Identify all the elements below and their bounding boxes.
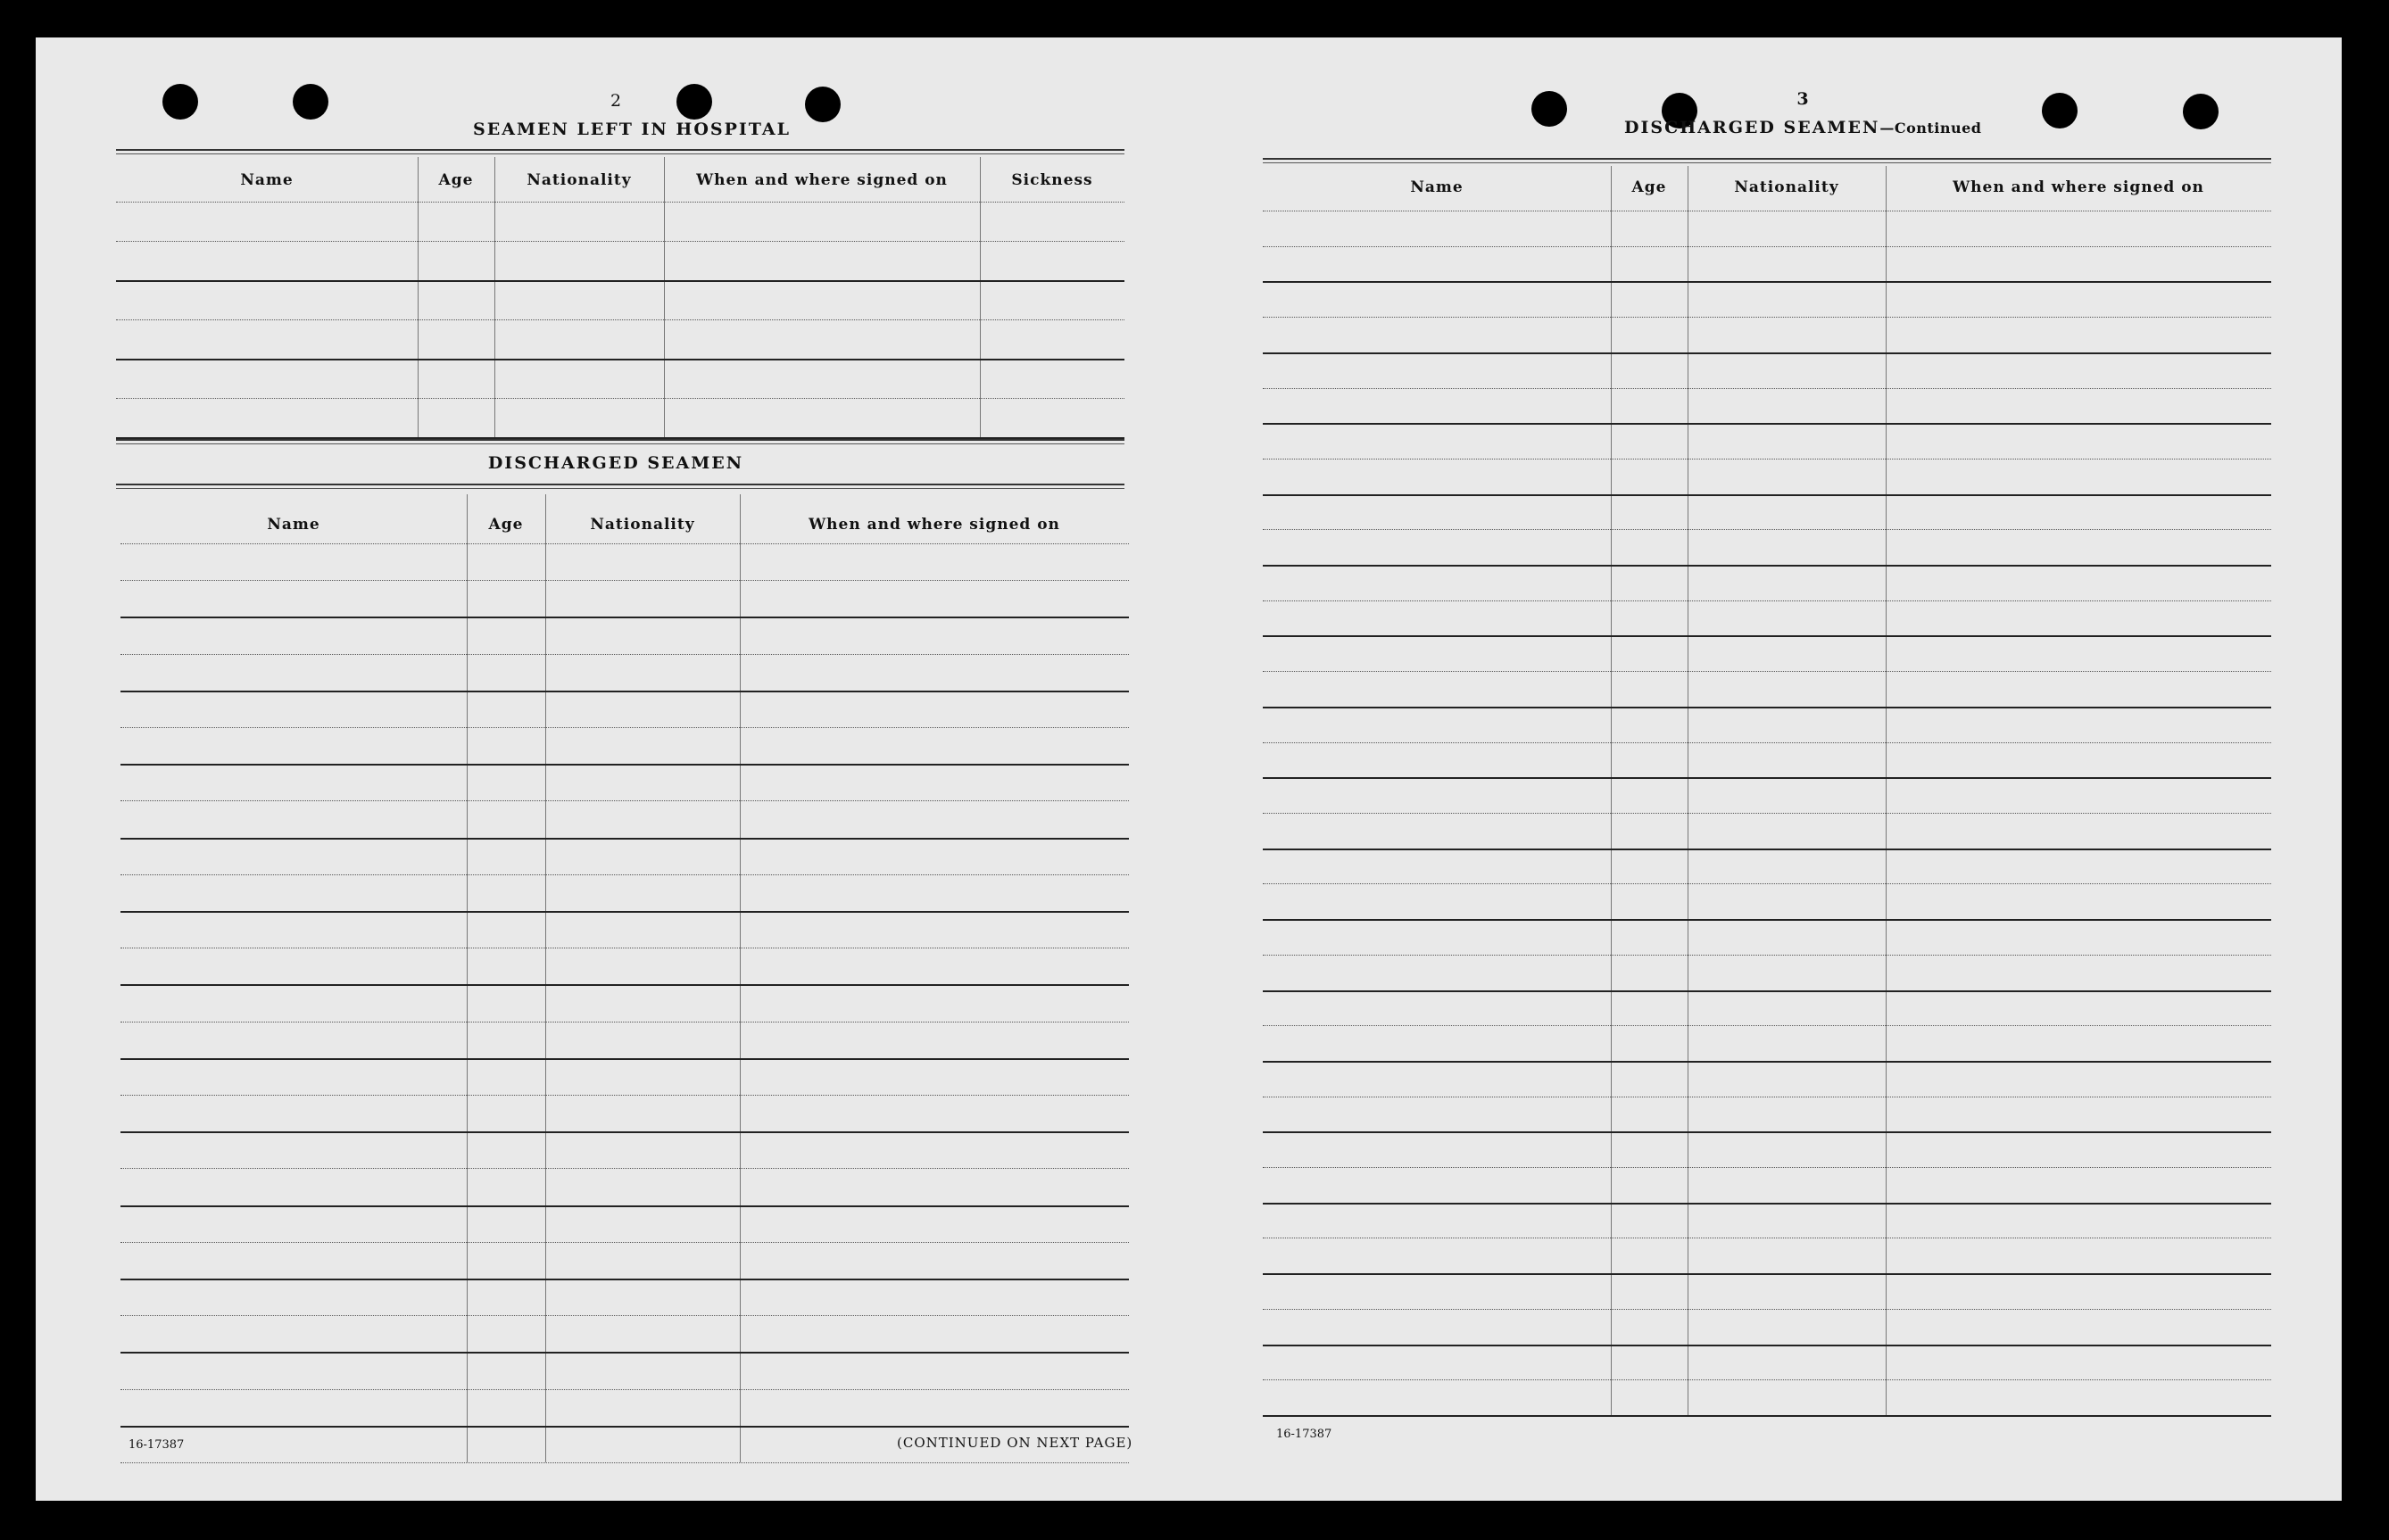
column-header-name: Name bbox=[1410, 178, 1464, 196]
column-divider bbox=[664, 157, 665, 437]
row-line bbox=[120, 617, 1129, 618]
row-line bbox=[1263, 919, 2271, 921]
row-line bbox=[120, 654, 1129, 655]
row-line bbox=[1263, 388, 2271, 389]
row-line bbox=[1263, 423, 2271, 425]
row-line bbox=[116, 241, 1124, 242]
row-line bbox=[1263, 813, 2271, 814]
row-line bbox=[120, 1131, 1129, 1133]
column-header-age: Age bbox=[1631, 178, 1667, 196]
row-line bbox=[1263, 671, 2271, 672]
form-number: 16-17387 bbox=[1276, 1428, 1332, 1441]
row-line bbox=[120, 580, 1129, 581]
column-header-sickness: Sickness bbox=[1011, 171, 1093, 189]
row-line bbox=[1263, 1415, 2271, 1417]
title-rule bbox=[1263, 158, 2271, 163]
row-line bbox=[120, 838, 1129, 840]
row-line bbox=[1263, 955, 2271, 956]
row-line bbox=[120, 727, 1129, 728]
form-number: 16-17387 bbox=[129, 1438, 185, 1452]
row-line bbox=[1263, 494, 2271, 496]
column-divider bbox=[740, 494, 741, 1462]
row-line bbox=[1263, 1309, 2271, 1310]
row-line bbox=[1263, 317, 2271, 318]
row-line bbox=[1263, 529, 2271, 530]
column-header-name: Name bbox=[240, 171, 294, 189]
column-header-age: Age bbox=[438, 171, 474, 189]
continued-section-title bbox=[1624, 118, 1981, 137]
row-line bbox=[1263, 1167, 2271, 1168]
row-line bbox=[120, 1095, 1129, 1096]
row-line bbox=[120, 1462, 1129, 1463]
row-line bbox=[1263, 777, 2271, 779]
row-line bbox=[120, 764, 1129, 766]
form-sheet bbox=[36, 37, 2342, 1501]
column-header-nationality: Nationality bbox=[1734, 178, 1839, 196]
row-line bbox=[120, 911, 1129, 913]
column-header-nationality: Nationality bbox=[527, 171, 632, 189]
column-header-name: Name bbox=[267, 516, 320, 534]
column-divider bbox=[494, 157, 495, 437]
row-line bbox=[1263, 635, 2271, 637]
page-number: 3 bbox=[1796, 89, 1809, 109]
discharged-section-title: DISCHARGED SEAMEN bbox=[487, 453, 744, 473]
column-header-when-and-where-signed-on: When and where signed on bbox=[809, 516, 1060, 534]
row-line bbox=[120, 1352, 1129, 1354]
row-line bbox=[120, 874, 1129, 875]
row-line bbox=[120, 800, 1129, 801]
continued-note: (CONTINUED ON NEXT PAGE) bbox=[897, 1435, 1133, 1451]
row-line bbox=[1263, 1203, 2271, 1205]
column-header-age: Age bbox=[488, 516, 524, 534]
section-rule bbox=[116, 439, 1124, 444]
column-divider bbox=[418, 157, 419, 437]
column-header-when-and-where-signed-on: When and where signed on bbox=[696, 171, 948, 189]
discharged-continued-table bbox=[1263, 166, 2271, 1415]
row-line bbox=[1263, 707, 2271, 708]
row-line bbox=[1263, 742, 2271, 743]
row-line bbox=[120, 1022, 1129, 1023]
right-page bbox=[1249, 37, 2342, 1501]
row-line bbox=[120, 1279, 1129, 1280]
row-line bbox=[120, 984, 1129, 986]
header-underline bbox=[120, 543, 1129, 544]
column-header-nationality: Nationality bbox=[590, 516, 695, 534]
row-line bbox=[116, 319, 1124, 320]
header-underline bbox=[116, 202, 1124, 203]
row-line bbox=[120, 1389, 1129, 1390]
section-title-suffix: —Continued bbox=[1879, 120, 1982, 137]
row-line bbox=[1263, 1379, 2271, 1380]
row-line bbox=[120, 1058, 1129, 1060]
row-line bbox=[120, 1315, 1129, 1316]
row-line bbox=[120, 1168, 1129, 1169]
row-line bbox=[1263, 849, 2271, 850]
page-number: 2 bbox=[610, 91, 622, 111]
row-line bbox=[1263, 1131, 2271, 1133]
column-divider bbox=[545, 494, 546, 1462]
row-line bbox=[120, 1242, 1129, 1243]
row-line bbox=[1263, 352, 2271, 354]
hospital-section-title: SEAMEN LEFT IN HOSPITAL bbox=[473, 120, 791, 139]
title-rule bbox=[116, 484, 1124, 489]
left-page bbox=[36, 37, 1182, 1501]
column-header-when-and-where-signed-on: When and where signed on bbox=[1953, 178, 2204, 196]
row-line bbox=[1263, 459, 2271, 460]
row-line bbox=[1263, 1345, 2271, 1346]
row-line bbox=[1263, 883, 2271, 884]
row-line bbox=[1263, 1061, 2271, 1063]
row-line bbox=[120, 1426, 1129, 1428]
row-line bbox=[116, 280, 1124, 282]
column-divider bbox=[980, 157, 981, 437]
row-line bbox=[120, 691, 1129, 692]
hospital-table bbox=[116, 157, 1124, 437]
title-rule bbox=[116, 149, 1124, 154]
row-line bbox=[1263, 565, 2271, 567]
row-line bbox=[1263, 1025, 2271, 1026]
row-line bbox=[1263, 246, 2271, 247]
row-line bbox=[1263, 990, 2271, 992]
row-line bbox=[116, 359, 1124, 360]
discharged-table bbox=[120, 494, 1129, 1462]
row-line bbox=[1263, 281, 2271, 283]
row-line bbox=[116, 398, 1124, 399]
row-line bbox=[1263, 1273, 2271, 1275]
row-line bbox=[1263, 600, 2271, 601]
section-title-main: DISCHARGED SEAMEN bbox=[1624, 118, 1880, 137]
row-line bbox=[120, 1205, 1129, 1207]
column-divider bbox=[467, 494, 468, 1462]
